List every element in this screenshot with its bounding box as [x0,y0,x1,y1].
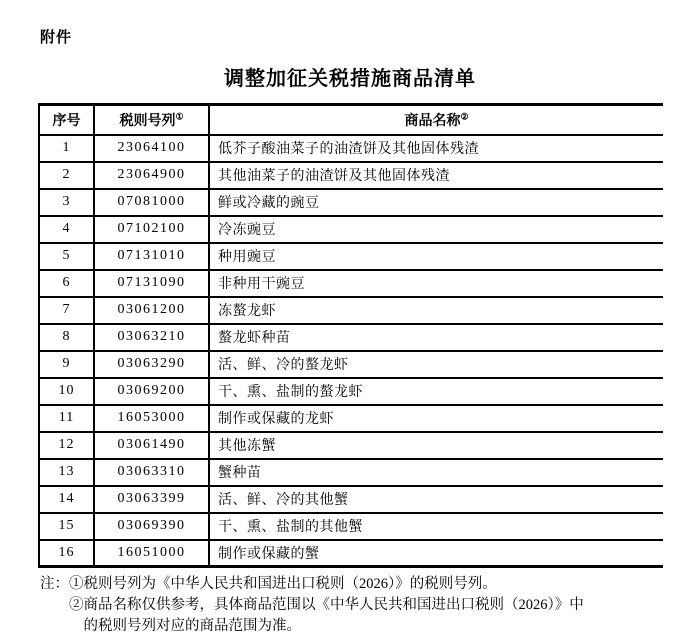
page-title: 调整加征关税措施商品清单 [224,68,476,90]
cell-product-name: 冷冻豌豆 [209,216,663,243]
cell-product-name: 蟹种苗 [209,459,663,486]
table-body [39,135,663,567]
note-2-line-1: ②商品名称仅供参考，具体商品范围以《中华人民共和国进出口税则（2026）》中 [69,597,584,613]
cell-tariff-code: 03061490 [94,432,209,459]
cell-product-name: 螯龙虾种苗 [209,324,663,351]
cell-serial-number: 3 [39,189,94,216]
cell-serial-number: 4 [39,216,94,243]
cell-product-name: 非种用干豌豆 [209,270,663,297]
cell-product-name: 低芥子酸油菜子的油渣饼及其他固体残渣 [209,135,663,162]
cell-tariff-code: 03069200 [94,378,209,405]
cell-product-name: 种用豌豆 [209,243,663,270]
cell-tariff-code: 03063210 [94,324,209,351]
table-row [39,297,663,324]
col-header-name-sup: ② [460,111,469,122]
cell-tariff-code: 03069390 [94,513,209,540]
cell-serial-number: 10 [39,378,94,405]
cell-serial-number: 1 [39,135,94,162]
note-1: ①税则号列为《中华人民共和国进出口税则（2026）》的税则号列。 [69,576,497,592]
table-row [39,459,663,486]
cell-tariff-code: 03063310 [94,459,209,486]
note-2-line-2: 的税则号列对应的商品范围为准。 [83,618,301,634]
col-header-name-label: 商品名称 [404,113,461,129]
table-row [39,351,663,378]
cell-product-name: 活、鲜、冷的螯龙虾 [209,351,663,378]
cell-tariff-code: 07131090 [94,270,209,297]
cell-serial-number: 11 [39,405,94,432]
col-header-no-label: 序号 [52,113,81,129]
cell-product-name: 其他冻蟹 [209,432,663,459]
cell-product-name: 其他油菜子的油渣饼及其他固体残渣 [209,162,663,189]
cell-tariff-code: 07131010 [94,243,209,270]
notes [40,574,650,634]
cell-product-name: 鲜或冷藏的豌豆 [209,189,663,216]
cell-product-name: 活、鲜、冷的其他蟹 [209,486,663,513]
cell-tariff-code: 03061200 [94,297,209,324]
cell-tariff-code: 16053000 [94,405,209,432]
cell-serial-number: 13 [39,459,94,486]
table-row [39,243,663,270]
cell-tariff-code: 16051000 [94,540,209,567]
cell-product-name: 制作或保藏的蟹 [209,540,663,567]
cell-serial-number: 14 [39,486,94,513]
col-header-no [39,105,94,135]
table-row [39,405,663,432]
cell-serial-number: 12 [39,432,94,459]
table-row [39,324,663,351]
col-header-code-sup: ① [175,111,184,122]
table-row [39,540,663,567]
col-header-code [94,105,209,135]
table-row [39,162,663,189]
cell-tariff-code: 07102100 [94,216,209,243]
table-row [39,189,663,216]
table-row [39,432,663,459]
cell-product-name: 冻螯龙虾 [209,297,663,324]
table-row [39,513,663,540]
cell-product-name: 干、熏、盐制的其他蟹 [209,513,663,540]
table-row [39,486,663,513]
table-header-row [39,105,663,135]
cell-serial-number: 5 [39,243,94,270]
cell-serial-number: 7 [39,297,94,324]
table-row [39,270,663,297]
table-row [39,216,663,243]
cell-serial-number: 2 [39,162,94,189]
cell-serial-number: 8 [39,324,94,351]
cell-serial-number: 6 [39,270,94,297]
notes-body [69,574,650,634]
cell-serial-number: 15 [39,513,94,540]
cell-tariff-code: 23064900 [94,162,209,189]
notes-label: 注： [40,576,69,592]
cell-serial-number: 16 [39,540,94,567]
table-row [39,378,663,405]
attachment-label: 附件 [40,30,73,46]
cell-serial-number: 9 [39,351,94,378]
cell-product-name: 干、熏、盐制的螯龙虾 [209,378,663,405]
cell-tariff-code: 03063290 [94,351,209,378]
table-row [39,135,663,162]
col-header-code-label: 税则号列 [119,113,176,129]
goods-table [38,103,663,568]
cell-product-name: 制作或保藏的龙虾 [209,405,663,432]
cell-tariff-code: 23064100 [94,135,209,162]
cell-tariff-code: 07081000 [94,189,209,216]
col-header-name [209,105,663,135]
cell-tariff-code: 03063399 [94,486,209,513]
